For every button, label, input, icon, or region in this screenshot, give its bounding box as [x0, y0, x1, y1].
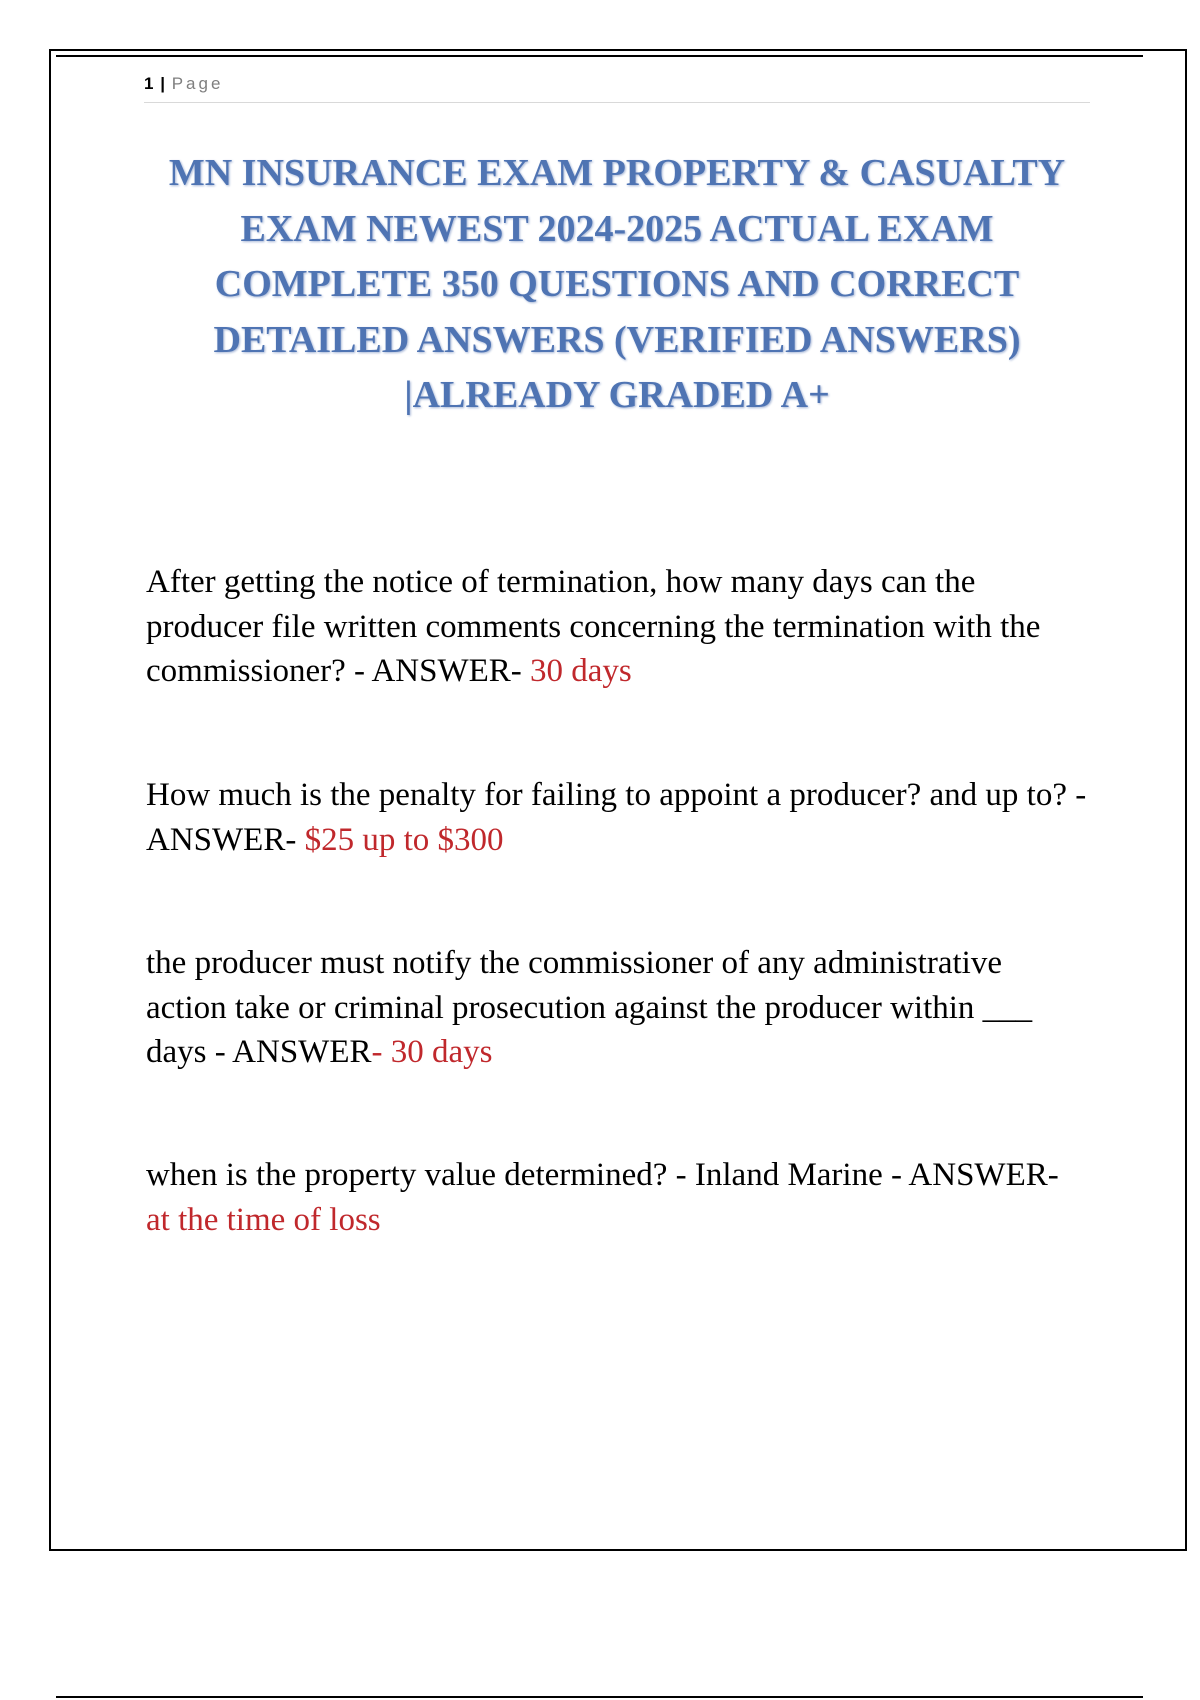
page-label: Page — [171, 74, 224, 93]
question-text: the producer must notify the commissioner of any administrative action take or criminal prosecution against the producer within ___ days - ANSWER — [146, 945, 1033, 1070]
answer-text: $25 up to $300 — [304, 821, 504, 858]
qa-item — [146, 773, 1090, 862]
answer-text: - 30 days — [371, 1034, 493, 1070]
answer-text: 30 days — [530, 653, 632, 689]
question-text: when is the property value determined? - Inland Marine - ANSWER- — [146, 1157, 1059, 1193]
page-header — [144, 74, 1090, 103]
qa-item — [146, 560, 1090, 694]
answer-text: at the time of loss — [146, 1201, 381, 1238]
page-separator: | — [160, 74, 165, 93]
question-text: How much is the penalty for failing to appoint a producer? and up to? - ANSWER- — [146, 777, 1087, 858]
document-title: MN INSURANCE EXAM PROPERTY & CASUALTY EXAM NEWEST 2024-2025 ACTUAL EXAM COMPLETE 350 QUESTIONS AND CORRECT DETAILED ANSWERS (VERIFIED ANSWERS) |ALREADY GRADED A+ — [168, 152, 1066, 416]
qa-item — [146, 941, 1090, 1075]
qa-item — [146, 1153, 1090, 1242]
bottom-rule — [56, 1696, 1143, 1698]
page-number: 1 — [144, 74, 154, 93]
question-text: After getting the notice of termination, how many days can the producer file written comments concerning the termination with the commissioner? - ANSWER- — [146, 564, 1041, 689]
